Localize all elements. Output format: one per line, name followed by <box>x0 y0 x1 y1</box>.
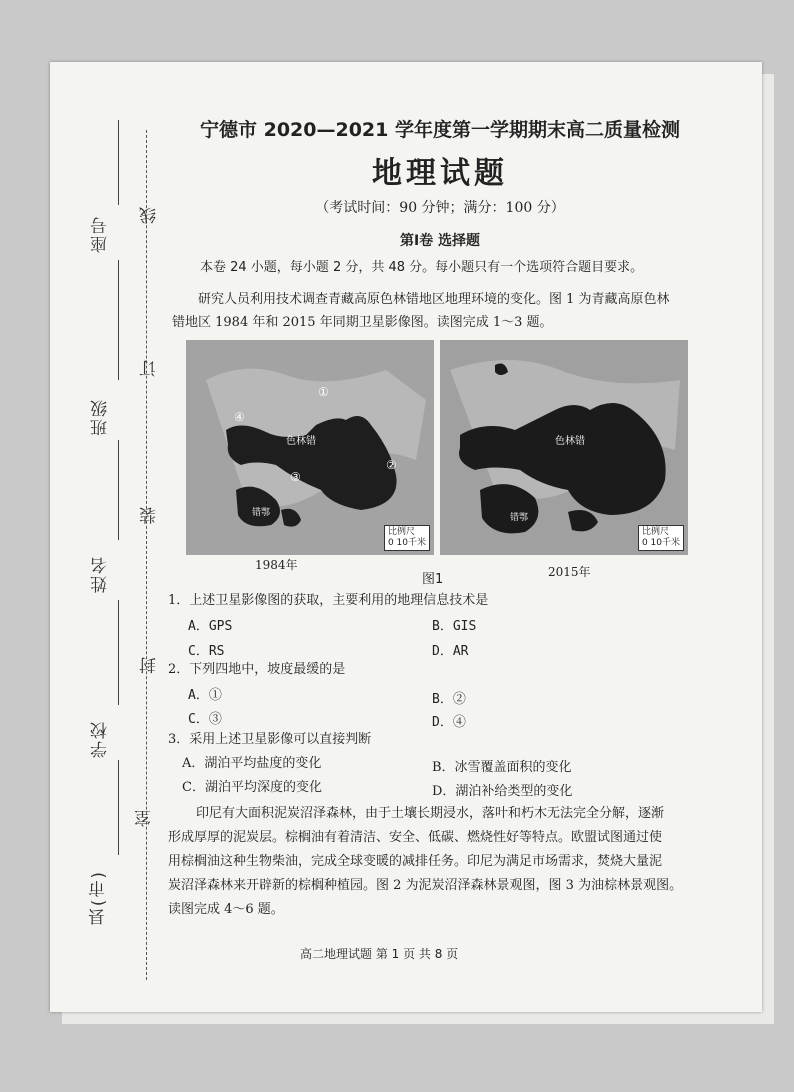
seat-underline <box>118 120 119 205</box>
name-label: 姓名 <box>91 555 111 593</box>
intro2-line3: 用棕榈油这种生物柴油，完成全球变暖的减排任务。印尼为满足市场需求，焚烧大量泥 <box>168 854 663 869</box>
q1-option-a: A．GPS <box>188 619 233 634</box>
intro2-line5: 读图完成 4～6 题。 <box>168 902 284 917</box>
q3-option-a: A．湖泊平均盐度的变化 <box>182 756 322 771</box>
scale-bar-2015 <box>638 525 684 551</box>
satellite-image-1984 <box>186 340 434 555</box>
q3-option-c: C．湖泊平均深度的变化 <box>182 780 322 795</box>
q2-option-b: B．② <box>432 692 466 707</box>
section-heading: 第Ⅰ卷 选择题 <box>399 233 481 249</box>
scale-title-1984: 比例尺 <box>387 527 415 537</box>
exam-title: 宁德市 2020—2021 学年度第一学期期末高二质量检测 <box>200 119 680 141</box>
scale-title-2015: 比例尺 <box>641 527 669 537</box>
county-underline <box>118 760 119 855</box>
school-underline <box>118 600 119 705</box>
lake-map-2015 <box>440 340 688 555</box>
q2-stem: 2．下列四地中，坡度最缓的是 <box>168 662 346 677</box>
intro2-line2: 形成厚厚的泥炭层。棕榈油有着清洁、安全、低碳、燃烧性好等特点。欧盟试图通过使 <box>168 830 663 845</box>
name-underline <box>118 440 119 540</box>
q3-option-d: D．湖泊补给类型的变化 <box>432 784 573 799</box>
q1-stem: 1．上述卫星影像图的获取，主要利用的地理信息技术是 <box>168 593 489 608</box>
scale-text-2015: 0 10千米 <box>641 538 680 548</box>
bind-mark: 装 <box>140 505 160 524</box>
seat-label: 座号 <box>91 215 111 253</box>
q2-option-d: D．④ <box>432 715 466 730</box>
page-footer: 高二地理试题 第 1 页 共 8 页 <box>300 947 459 961</box>
county-label: 县(市) <box>89 870 109 926</box>
instructions: 本卷 24 小题，每小题 2 分，共 48 分。每小题只有一个选项符合题目要求。 <box>200 260 644 275</box>
q3-option-b: B．冰雪覆盖面积的变化 <box>432 760 572 775</box>
intro1-line1: 研究人员利用技术调查青藏高原色林错地区地理环境的变化。图 1 为青藏高原色林 <box>198 292 670 307</box>
binding-dashed-line <box>146 130 147 980</box>
seal-mark: 封 <box>140 655 160 674</box>
cut-mark: 订 <box>140 358 160 377</box>
lake-label-2015: 色林错 <box>555 436 585 447</box>
marker-4: ④ <box>234 410 245 424</box>
year-1984: 1984年 <box>255 558 298 572</box>
class-underline <box>118 260 119 380</box>
intro2-line1: 印尼有大面积泥炭沼泽森林，由于土壤长期浸水，落叶和朽木无法完全分解，逐渐 <box>196 806 665 821</box>
sub-lake-label-2015: 错鄂 <box>510 513 529 523</box>
q3-stem: 3．采用上述卫星影像可以直接判断 <box>168 732 372 747</box>
q2-option-a: A．① <box>188 688 222 703</box>
marker-3: ③ <box>290 470 301 484</box>
exam-info: （考试时间：90 分钟；满分：100 分） <box>315 200 565 216</box>
marker-1: ① <box>318 385 329 399</box>
figure1-caption: 图1 <box>422 572 444 587</box>
lake-label-1984: 色林错 <box>286 436 316 447</box>
scale-text-1984: 0 10千米 <box>387 538 426 548</box>
subject-title: 地理试题 <box>372 156 508 191</box>
room-label: 室 <box>135 808 155 827</box>
class-label: 班级 <box>91 398 111 436</box>
q1-option-d: D．AR <box>432 644 469 659</box>
q2-option-c: C．③ <box>188 712 222 727</box>
q1-option-b: B．GIS <box>432 619 477 634</box>
lake-map-1984 <box>186 340 434 555</box>
marker-2: ② <box>386 458 397 472</box>
q1-option-c: C．RS <box>188 644 225 659</box>
scale-bar-1984 <box>384 525 430 551</box>
intro2-line4: 炭沼泽森林来开辟新的棕榈种植园。图 2 为泥炭沼泽森林景观图，图 3 为油棕林景观图。 <box>168 878 683 893</box>
year-2015: 2015年 <box>548 565 591 579</box>
school-label: 学校 <box>91 720 111 758</box>
intro1-line2: 错地区 1984 年和 2015 年同期卫星影像图。读图完成 1～3 题。 <box>172 315 553 330</box>
sub-lake-label-1984: 错鄂 <box>252 508 271 518</box>
line-mark: 线 <box>140 205 160 224</box>
satellite-image-2015 <box>440 340 688 555</box>
